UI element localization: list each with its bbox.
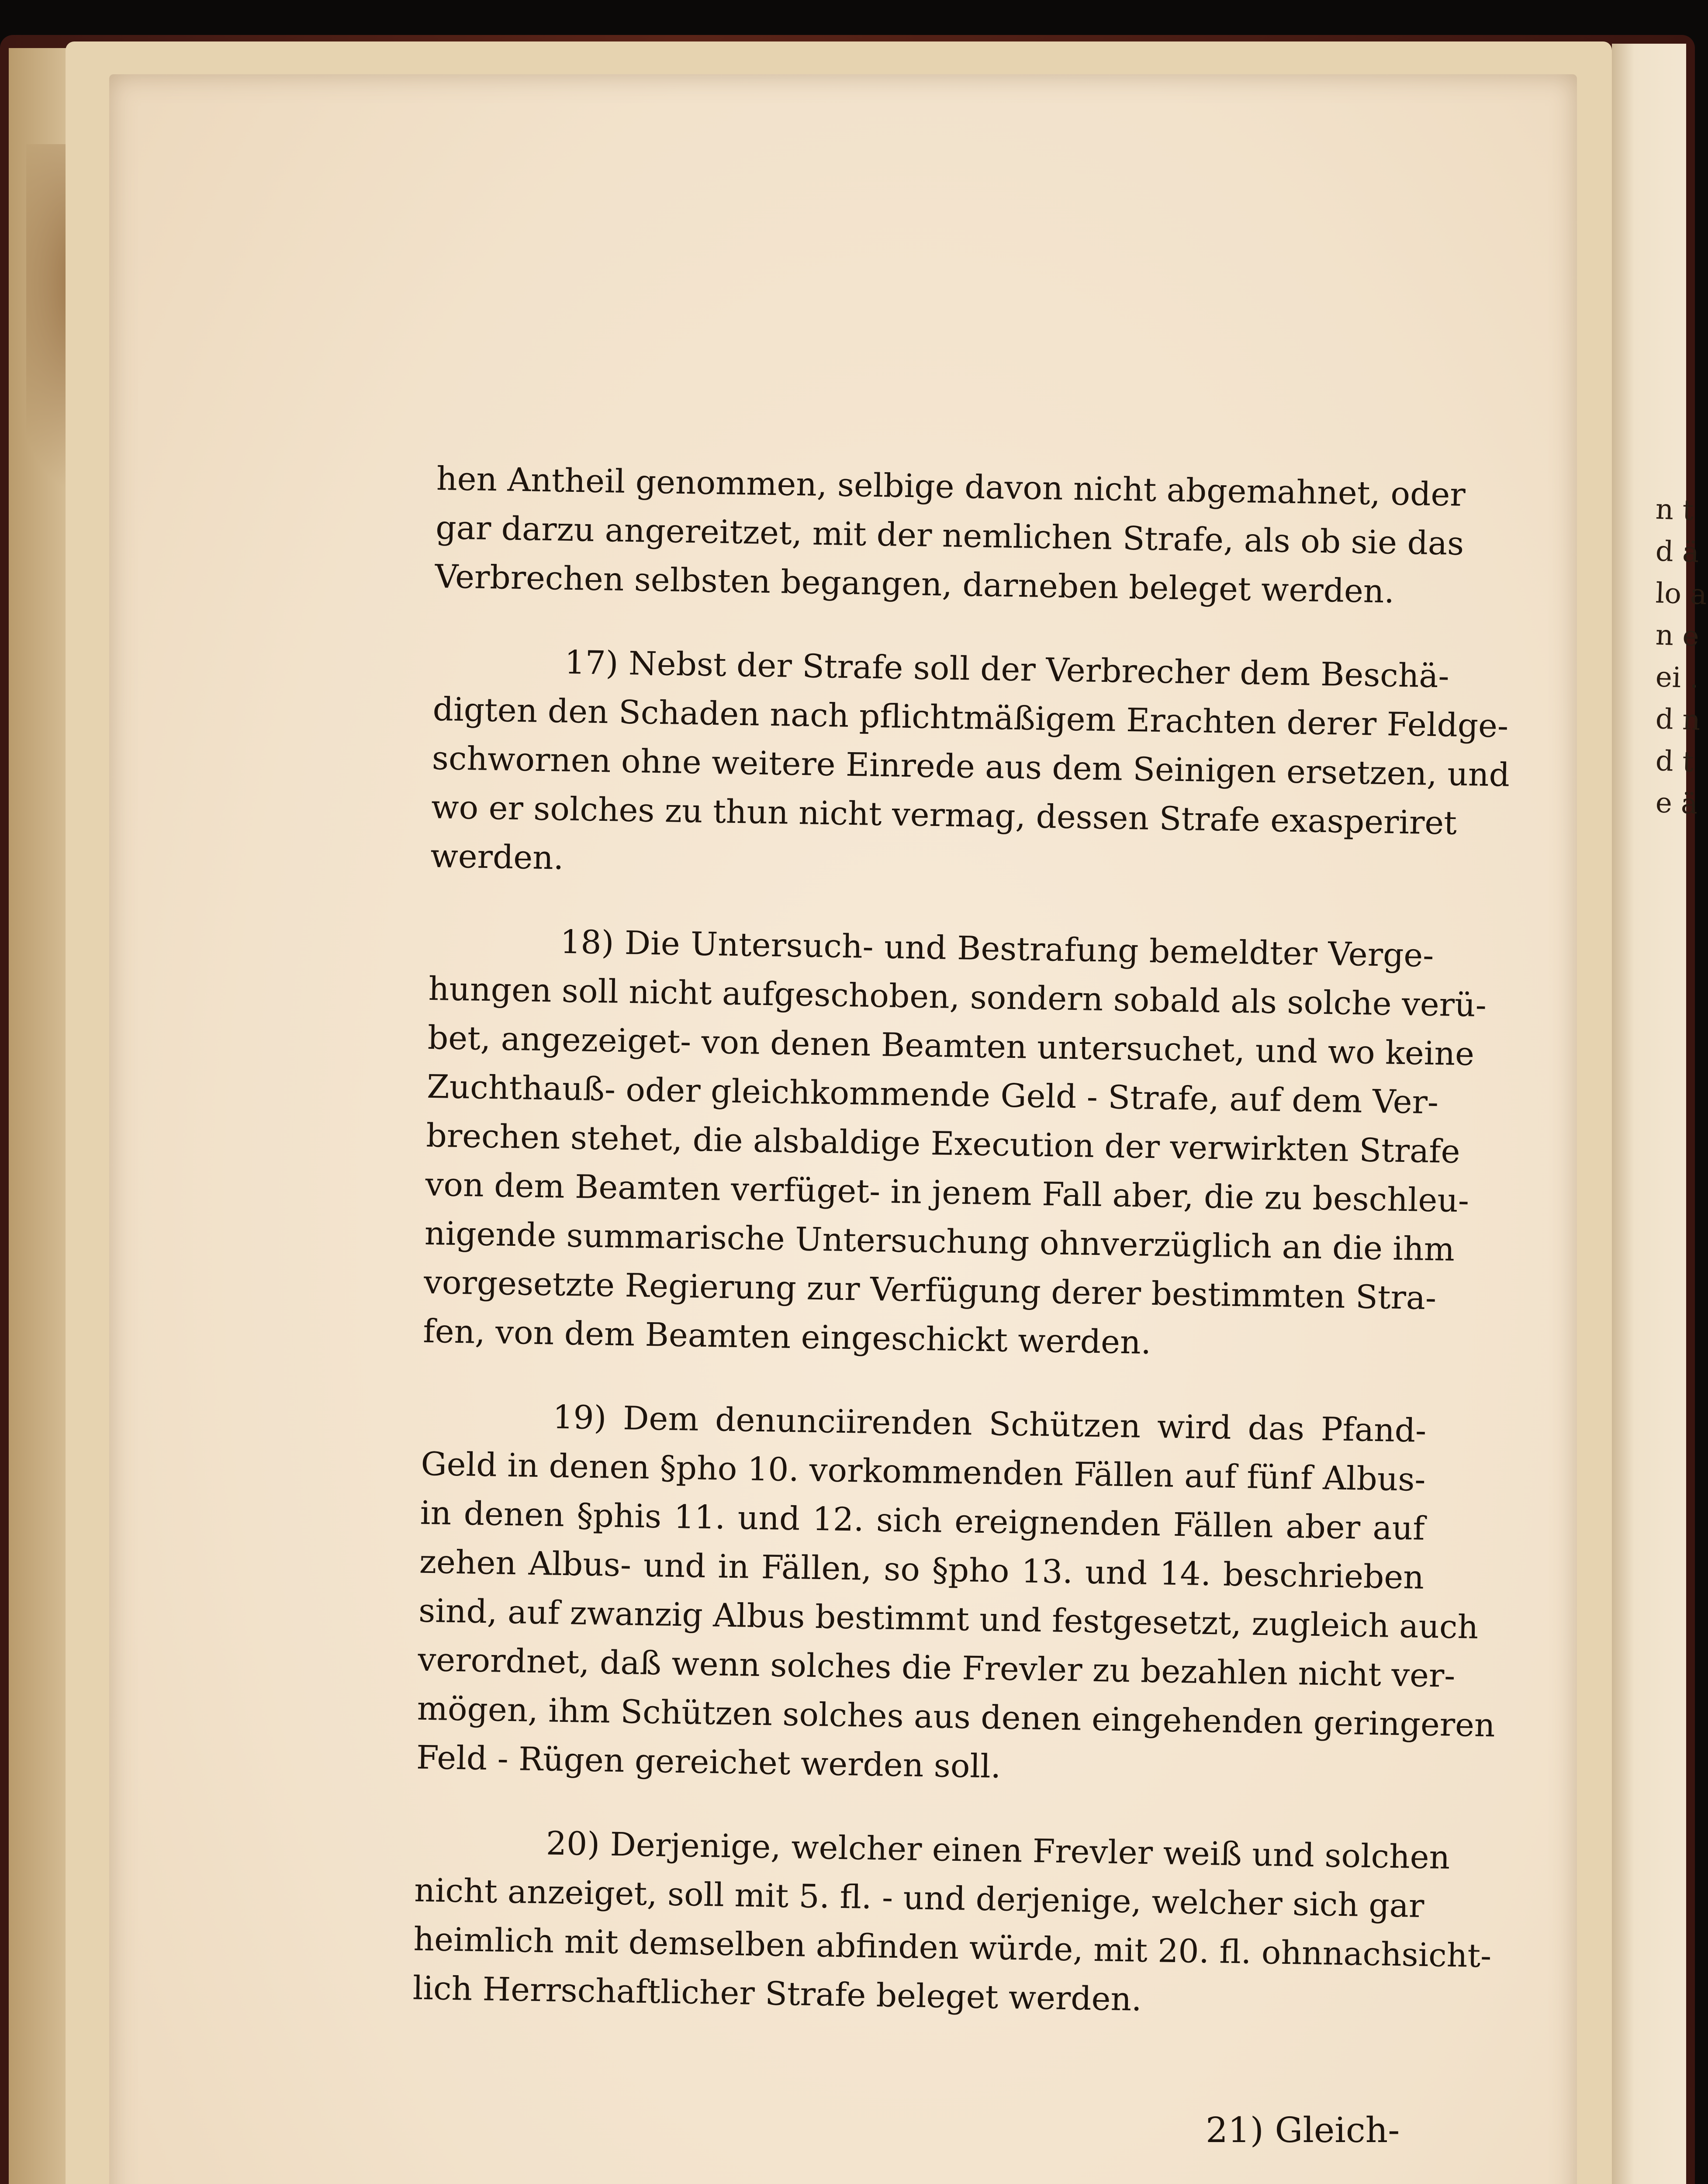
next-page-fragment: n e <box>1655 619 1700 653</box>
next-page-fragment: d ä <box>1655 535 1700 569</box>
text-line: in denen §phis 11. und 12. sich ereignenden Fällen aber auf <box>420 1494 1425 1548</box>
next-page-fragment: e ä <box>1655 787 1698 821</box>
text-line: hen Antheil genommen, selbige davon nicht abgemahnet, oder <box>436 460 1466 514</box>
text-line: von dem Beamten verfüget- in jenem Fall aber, die zu beschleu- <box>425 1165 1469 1220</box>
text-line: brechen stehet, die alsbaldige Execution der verwirkten Strafe <box>425 1116 1461 1171</box>
text-line: wo er solches zu thun nicht vermag, dessen Strafe exasperiret <box>431 788 1457 842</box>
text-line: nicht anzeiget, soll mit 5. fl. - und derjenige, welcher sich gar <box>414 1871 1424 1925</box>
text-line: mögen, ihm Schützen solches aus denen eingehenden geringeren <box>417 1690 1496 1745</box>
text-line: bet, angezeiget- von denen Beamten untersuchet, und wo keine <box>427 1019 1475 1073</box>
paragraph-17 <box>430 636 1510 896</box>
catchword: 21) Gleich- <box>1206 2110 1400 2150</box>
text-line: gar darzu angereitzet, mit der nemlichen Strafe, als ob sie das <box>435 508 1464 563</box>
body-text <box>412 454 1510 2063</box>
text-line: zehen Albus- und in Fällen, so §pho 13. und 14. beschrieben <box>419 1543 1424 1597</box>
text-line: 20) Derjenige, welcher einen Frevler weiß und solchen <box>546 1825 1450 1876</box>
text-line: hungen soll nicht aufgeschoben, sondern sobald als solche verü- <box>428 970 1487 1024</box>
text-line: werden. <box>430 837 564 877</box>
text-line: Feld - Rügen gereichet werden soll. <box>416 1738 1001 1786</box>
paragraph-continuation <box>434 454 1466 617</box>
text-line: sind, auf zwanzig Albus bestimmt und festgesetzt, zugleich auch <box>418 1592 1479 1646</box>
paragraph-19 <box>416 1391 1496 1798</box>
next-page-fragment: d t <box>1655 745 1694 779</box>
text-line: Geld in denen §pho 10. vorkommenden Fällen auf fünf Albus- <box>421 1445 1426 1499</box>
text-line: 18) Die Untersuch- und Bestrafung bemeldter Verge- <box>560 923 1434 975</box>
next-page-fragment: lo a <box>1655 577 1708 612</box>
text-line: verordnet, daß wenn solches die Frevler zu bezahlen nicht ver- <box>417 1641 1456 1695</box>
next-page-fragment: d n <box>1655 703 1701 737</box>
text-line: digten den Schaden nach pflichtmäßigem Erachten derer Feldge- <box>432 690 1509 745</box>
next-page-fragment: n t <box>1655 493 1694 527</box>
text-line: 17) Nebst der Strafe soll der Verbrecher dem Beschä- <box>564 643 1450 695</box>
text-line: fen, von dem Beamten eingeschickt werden. <box>422 1312 1151 1362</box>
text-line: Verbrechen selbsten begangen, darneben beleget werden. <box>434 557 1395 611</box>
next-page-text-fragments <box>1655 489 1708 825</box>
text-line: schwornen ohne weitere Einrede aus dem Seinigen ersetzen, und <box>432 739 1510 794</box>
next-page-fragment: ei . <box>1655 661 1700 695</box>
next-page-edge <box>1612 44 1686 2184</box>
paragraph-20 <box>412 1817 1492 2028</box>
text-line: nigende summarische Untersuchung ohnverzüglich an die ihm <box>424 1214 1455 1268</box>
paragraph-18 <box>422 916 1487 1372</box>
text-line: 19) Dem denunciirenden Schützen wird das Pfand- <box>552 1398 1427 1450</box>
text-line: lich Herrschaftlicher Strafe beleget werden. <box>412 1969 1142 2018</box>
text-line: Zuchthauß- oder gleichkommende Geld - Strafe, auf dem Ver- <box>426 1068 1439 1122</box>
text-line: vorgesetzte Regierung zur Verfügung derer bestimmten Stra- <box>423 1263 1437 1317</box>
text-line: heimlich mit demselben abfinden würde, mit 20. fl. ohnnachsicht- <box>413 1920 1492 1975</box>
